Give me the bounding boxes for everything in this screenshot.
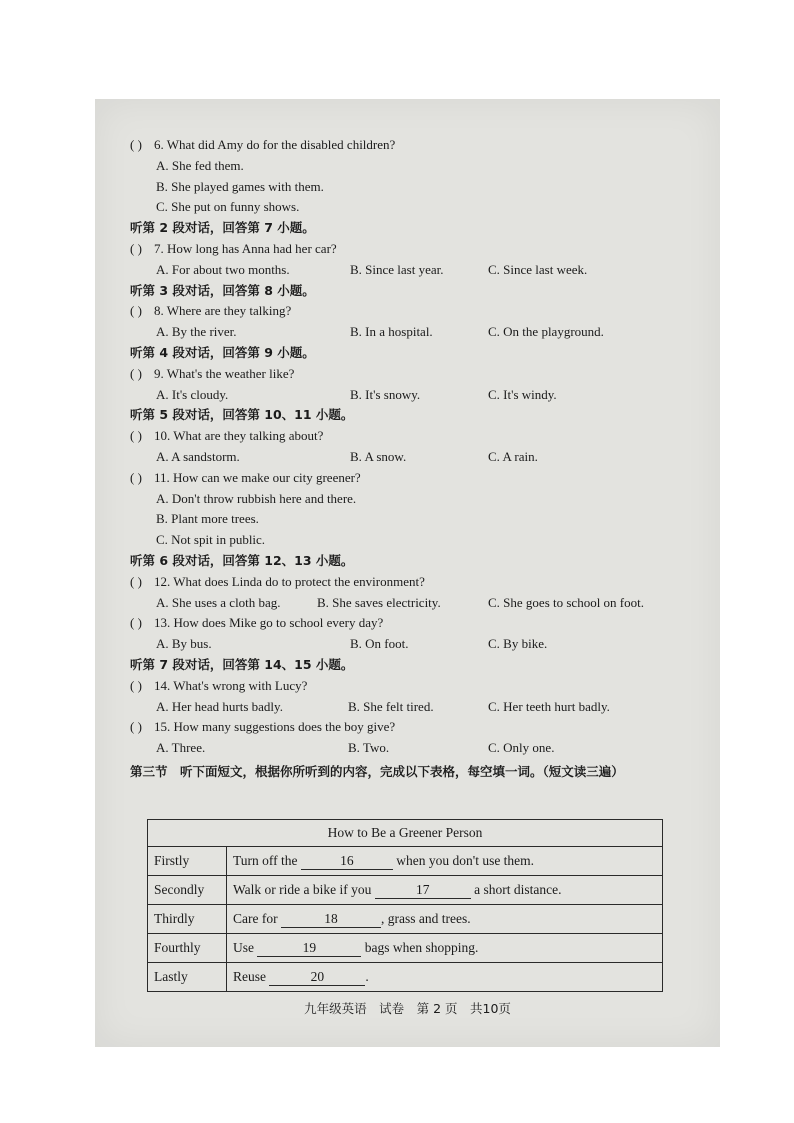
answer-bracket: ( ) bbox=[130, 365, 142, 381]
options-row bbox=[130, 385, 710, 406]
option-a: A. By bus. bbox=[156, 636, 212, 652]
question-13 bbox=[130, 613, 710, 634]
table-row bbox=[148, 905, 663, 934]
question-10 bbox=[130, 426, 710, 447]
row-content bbox=[227, 905, 663, 934]
answer-blank-18[interactable]: 18 bbox=[281, 911, 381, 928]
question-text: 10. What are they talking about? bbox=[154, 428, 324, 444]
answer-bracket: ( ) bbox=[130, 469, 142, 485]
options-row bbox=[130, 634, 710, 655]
option-a: A. It's cloudy. bbox=[156, 386, 229, 402]
page-footer: 九年级英语 试卷 第 2 页 共10页 bbox=[304, 1001, 511, 1016]
question-8 bbox=[130, 301, 710, 322]
option-a: A. Three. bbox=[156, 740, 206, 756]
row-label: Thirdly bbox=[148, 905, 227, 934]
question-text: 8. Where are they talking? bbox=[154, 303, 292, 319]
row-content bbox=[227, 847, 663, 876]
answer-bracket: ( ) bbox=[130, 303, 142, 319]
table-row bbox=[148, 847, 663, 876]
answer-bracket: ( ) bbox=[130, 719, 142, 735]
row-text-after: , grass and trees. bbox=[380, 910, 471, 926]
row-text-after: when you don't use them. bbox=[396, 852, 535, 868]
row-text-before: Care for bbox=[233, 910, 278, 926]
option-c: C. On the playground. bbox=[488, 324, 604, 340]
option-c: C. Her teeth hurt badly. bbox=[488, 698, 610, 714]
answer-blank-17[interactable]: 17 bbox=[375, 882, 471, 899]
options-row bbox=[130, 697, 710, 718]
option-a: A. Her head hurts badly. bbox=[156, 698, 283, 714]
row-content bbox=[227, 934, 663, 963]
question-14 bbox=[130, 676, 710, 697]
answer-blank-20[interactable]: 20 bbox=[269, 969, 365, 986]
option-b: B. Since last year. bbox=[350, 261, 444, 277]
row-label: Lastly bbox=[148, 963, 227, 992]
greener-person-table bbox=[147, 819, 663, 992]
row-text-before: Walk or ride a bike if you bbox=[233, 881, 372, 897]
answer-blank-19[interactable]: 19 bbox=[257, 940, 361, 957]
question-text: 14. What's wrong with Lucy? bbox=[154, 677, 308, 693]
row-label: Fourthly bbox=[148, 934, 227, 963]
row-label: Secondly bbox=[148, 876, 227, 905]
question-text: 9. What's the weather like? bbox=[154, 365, 295, 381]
question-12 bbox=[130, 572, 710, 593]
listening-questions bbox=[130, 135, 710, 783]
question-15 bbox=[130, 717, 710, 738]
options-row bbox=[130, 322, 710, 343]
options-row bbox=[130, 447, 710, 468]
options-row bbox=[130, 260, 710, 281]
table-row bbox=[148, 876, 663, 905]
option: A. Don't throw rubbish here and there. bbox=[156, 490, 357, 506]
question-text: 6. What did Amy do for the disabled children? bbox=[154, 137, 396, 152]
option-c: C. By bike. bbox=[488, 636, 548, 652]
table-row bbox=[148, 934, 663, 963]
exam-page bbox=[95, 99, 720, 1047]
section-heading: 听第 2 段对话，回答第 7 小题。 bbox=[130, 220, 315, 236]
option-b: B. In a hospital. bbox=[350, 324, 433, 340]
question-text: 7. How long has Anna had her car? bbox=[154, 240, 337, 256]
option-a: A. For about two months. bbox=[156, 261, 290, 277]
answer-blank-16[interactable]: 16 bbox=[301, 853, 393, 870]
row-content bbox=[227, 876, 663, 905]
option-b: B. Two. bbox=[348, 740, 390, 756]
option-c: C. She goes to school on foot. bbox=[488, 594, 644, 610]
option-c: C. Since last week. bbox=[488, 261, 588, 277]
option: A. She fed them. bbox=[156, 157, 244, 173]
section-heading: 听第 3 段对话，回答第 8 小题。 bbox=[130, 282, 315, 298]
answer-bracket: ( ) bbox=[130, 240, 142, 256]
section-three-instructions: 第三节 听下面短文，根据你所听到的内容，完成以下表格，每空填一词。（短文读三遍） bbox=[130, 763, 624, 779]
option-b: B. It's snowy. bbox=[350, 386, 421, 402]
section-heading: 听第 5 段对话，回答第 10、11 小题。 bbox=[130, 407, 354, 423]
question-text: 12. What does Linda do to protect the environment? bbox=[154, 573, 425, 589]
option: C. She put on funny shows. bbox=[156, 199, 300, 215]
option-c: C. Only one. bbox=[488, 740, 555, 756]
option-b: B. A snow. bbox=[350, 448, 407, 464]
table-row bbox=[148, 963, 663, 992]
question-text: 15. How many suggestions does the boy give? bbox=[154, 719, 396, 735]
answer-bracket: ( ) bbox=[130, 137, 142, 152]
row-text-after: . bbox=[365, 968, 369, 984]
options-row bbox=[130, 738, 710, 759]
table-title: How to Be a Greener Person bbox=[148, 820, 663, 847]
row-text-after: bags when shopping. bbox=[364, 939, 479, 955]
option-a: A. She uses a cloth bag. bbox=[156, 594, 281, 610]
answer-bracket: ( ) bbox=[130, 677, 142, 693]
question-9 bbox=[130, 364, 710, 385]
option: B. Plant more trees. bbox=[156, 511, 259, 527]
row-text-before: Reuse bbox=[233, 968, 266, 984]
answer-bracket: ( ) bbox=[130, 573, 142, 589]
row-label: Firstly bbox=[148, 847, 227, 876]
option-a: A. A sandstorm. bbox=[156, 448, 240, 464]
row-text-before: Use bbox=[233, 939, 254, 955]
option-a: A. By the river. bbox=[156, 324, 237, 340]
answer-bracket: ( ) bbox=[130, 428, 142, 444]
question-6 bbox=[130, 135, 710, 156]
question-11 bbox=[130, 468, 710, 489]
row-text-after: a short distance. bbox=[474, 881, 562, 897]
option-c: C. A rain. bbox=[488, 448, 538, 464]
section-heading: 听第 4 段对话，回答第 9 小题。 bbox=[130, 344, 315, 360]
option-c: C. It's windy. bbox=[488, 386, 557, 402]
row-content bbox=[227, 963, 663, 992]
section-heading: 听第 7 段对话，回答第 14、15 小题。 bbox=[130, 656, 354, 672]
option-b: B. On foot. bbox=[350, 636, 409, 652]
question-7 bbox=[130, 239, 710, 260]
section-heading: 听第 6 段对话，回答第 12、13 小题。 bbox=[130, 552, 354, 568]
option-b: B. She felt tired. bbox=[348, 698, 434, 714]
answer-bracket: ( ) bbox=[130, 615, 142, 631]
option: B. She played games with them. bbox=[156, 178, 324, 194]
options-row bbox=[130, 593, 710, 614]
option-b: B. She saves electricity. bbox=[317, 594, 441, 610]
question-text: 13. How does Mike go to school every day? bbox=[154, 615, 384, 631]
option: C. Not spit in public. bbox=[156, 532, 266, 548]
row-text-before: Turn off the bbox=[233, 852, 298, 868]
question-text: 11. How can we make our city greener? bbox=[154, 469, 361, 485]
